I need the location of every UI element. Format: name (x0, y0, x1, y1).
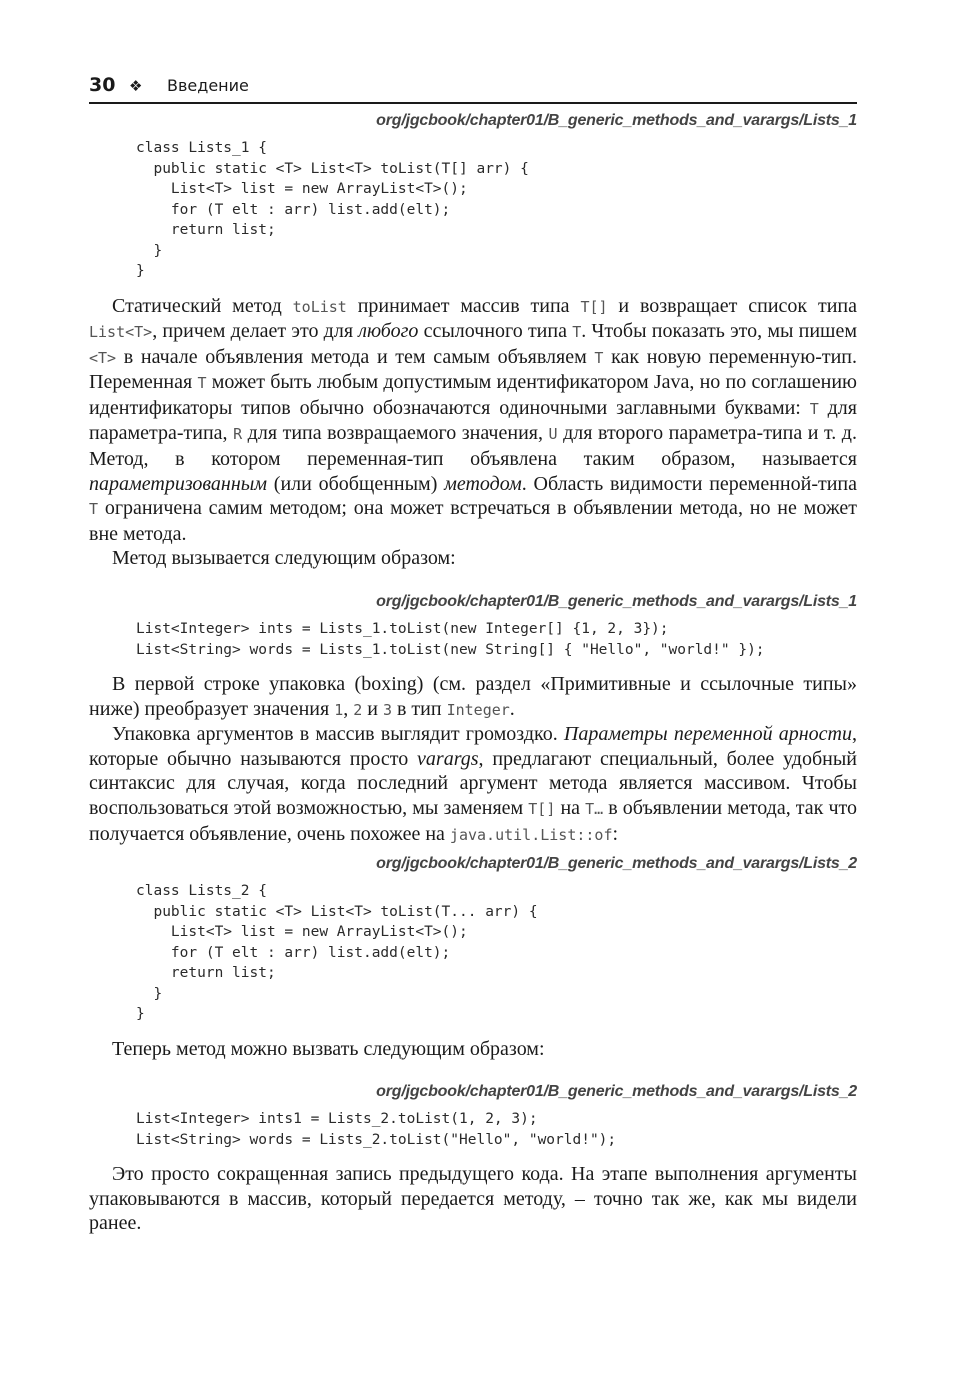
inline-code: U (548, 425, 558, 444)
inline-code: R (233, 425, 243, 444)
inline-code: T… (585, 800, 604, 818)
diamond-separator-icon: ❖ (129, 77, 143, 95)
paragraph: Теперь метод можно вызвать следующим образом: (112, 1037, 545, 1060)
inline-code: T (572, 323, 582, 342)
inline-code: java.util.List::of (449, 825, 613, 844)
inline-code: T (89, 500, 99, 519)
inline-code: 3 (382, 700, 392, 719)
paragraph: Статический метод toList принимает массив типа T[] и возвращает список типа List<T>, причем делает это для любого ссылочного типа T. Чтобы показать это, мы пишем <T> в начале объявления метода и тем самым объявляем T как новую переменную-тип. Переменная T может быть любым допустимым идентификатором Java, но по соглашению идентификаторы типов обычно обозначаются одиночными заглавными буквами: T для параметра-типа, R для типа возвращаемого значения, U для второго параметра-типа и т. д. Метод, в котором переменная-тип объявлена таким образом, называется параметризованным (или обобщенным) методом. Область видимости переменной-типа T ограничена самим методом; она может встречаться в объявлении метода, но не может вне метода. (89, 294, 858, 545)
inline-code: 2 (353, 700, 363, 719)
inline-code: T (594, 348, 604, 367)
section-title: Введение (167, 76, 249, 95)
emphasis: varargs (417, 747, 479, 770)
code-source-path: org/jgcbook/chapter01/B_generic_methods_and_varargs/Lists_2 (376, 1083, 857, 1101)
paragraph: Упаковка аргументов в массив выглядит громоздко. Параметры переменной арности, которые обычно называются просто varargs, предлагают специальный, более удобный синтаксис для случая, когда последний аргумент метода является массивом. Чтобы воспользоваться этой возможностью, мы заменяем T[] на T… в объявлении метода, так что получается объявление, очень похожее на java.util.List::of: (89, 723, 857, 845)
emphasis: Параметры переменной арности (563, 723, 852, 746)
code-listing: List<Integer> ints = Lists_1.toList(new Integer[] {1, 2, 3}); List<String> words = Lists_1.toList(new String[] { "Hello", "world!" }); (136, 621, 765, 658)
inline-code: List<T> (89, 323, 153, 342)
book-page (89, 74, 857, 1236)
inline-code: 1 (334, 700, 344, 719)
inline-code: Integer (446, 700, 510, 719)
inline-code: T[] (580, 297, 608, 316)
emphasis: параметризованным (89, 472, 268, 495)
inline-code: T (809, 399, 819, 418)
inline-code: T[] (528, 800, 556, 818)
paragraph: В первой строке упаковка (boxing) (см. раздел «Примитивные и ссылочные типы» ниже) преобразует значения 1, 2 и 3 в тип Integer. (89, 673, 857, 720)
code-source-path: org/jgcbook/chapter01/B_generic_methods_and_varargs/Lists_1 (376, 593, 857, 611)
inline-code: <T> (89, 348, 117, 367)
code-listing: class Lists_1 { public static <T> List<T> toList(T[] arr) { List<T> list = new ArrayList<T>(); for (T elt : arr) list.add(elt); return list; } } (136, 140, 529, 279)
code-source-path: org/jgcbook/chapter01/B_generic_methods_and_varargs/Lists_1 (376, 112, 857, 129)
code-source-path: org/jgcbook/chapter01/B_generic_methods_and_varargs/Lists_2 (376, 855, 857, 873)
page-number: 30 (89, 74, 116, 96)
inline-code: T (197, 374, 207, 393)
emphasis: методом (444, 472, 522, 495)
code-listing: class Lists_2 { public static <T> List<T> toList(T... arr) { List<T> list = new ArrayList<T>(); for (T elt : arr) list.add(elt); return list; } } (136, 883, 538, 1023)
running-header (89, 74, 857, 104)
paragraph: Метод вызывается следующим образом: (112, 547, 456, 570)
code-listing: List<Integer> ints1 = Lists_2.toList(1, 2, 3); List<String> words = Lists_2.toList("Hello", "world!"); (136, 1111, 617, 1148)
emphasis: любого (358, 320, 419, 343)
paragraph: Это просто сокращенная запись предыдущего кода. На этапе выполнения аргументы упаковываются в массив, который передается методу, – точно так же, как мы видели ранее. (89, 1163, 857, 1235)
inline-code: toList (292, 297, 347, 316)
